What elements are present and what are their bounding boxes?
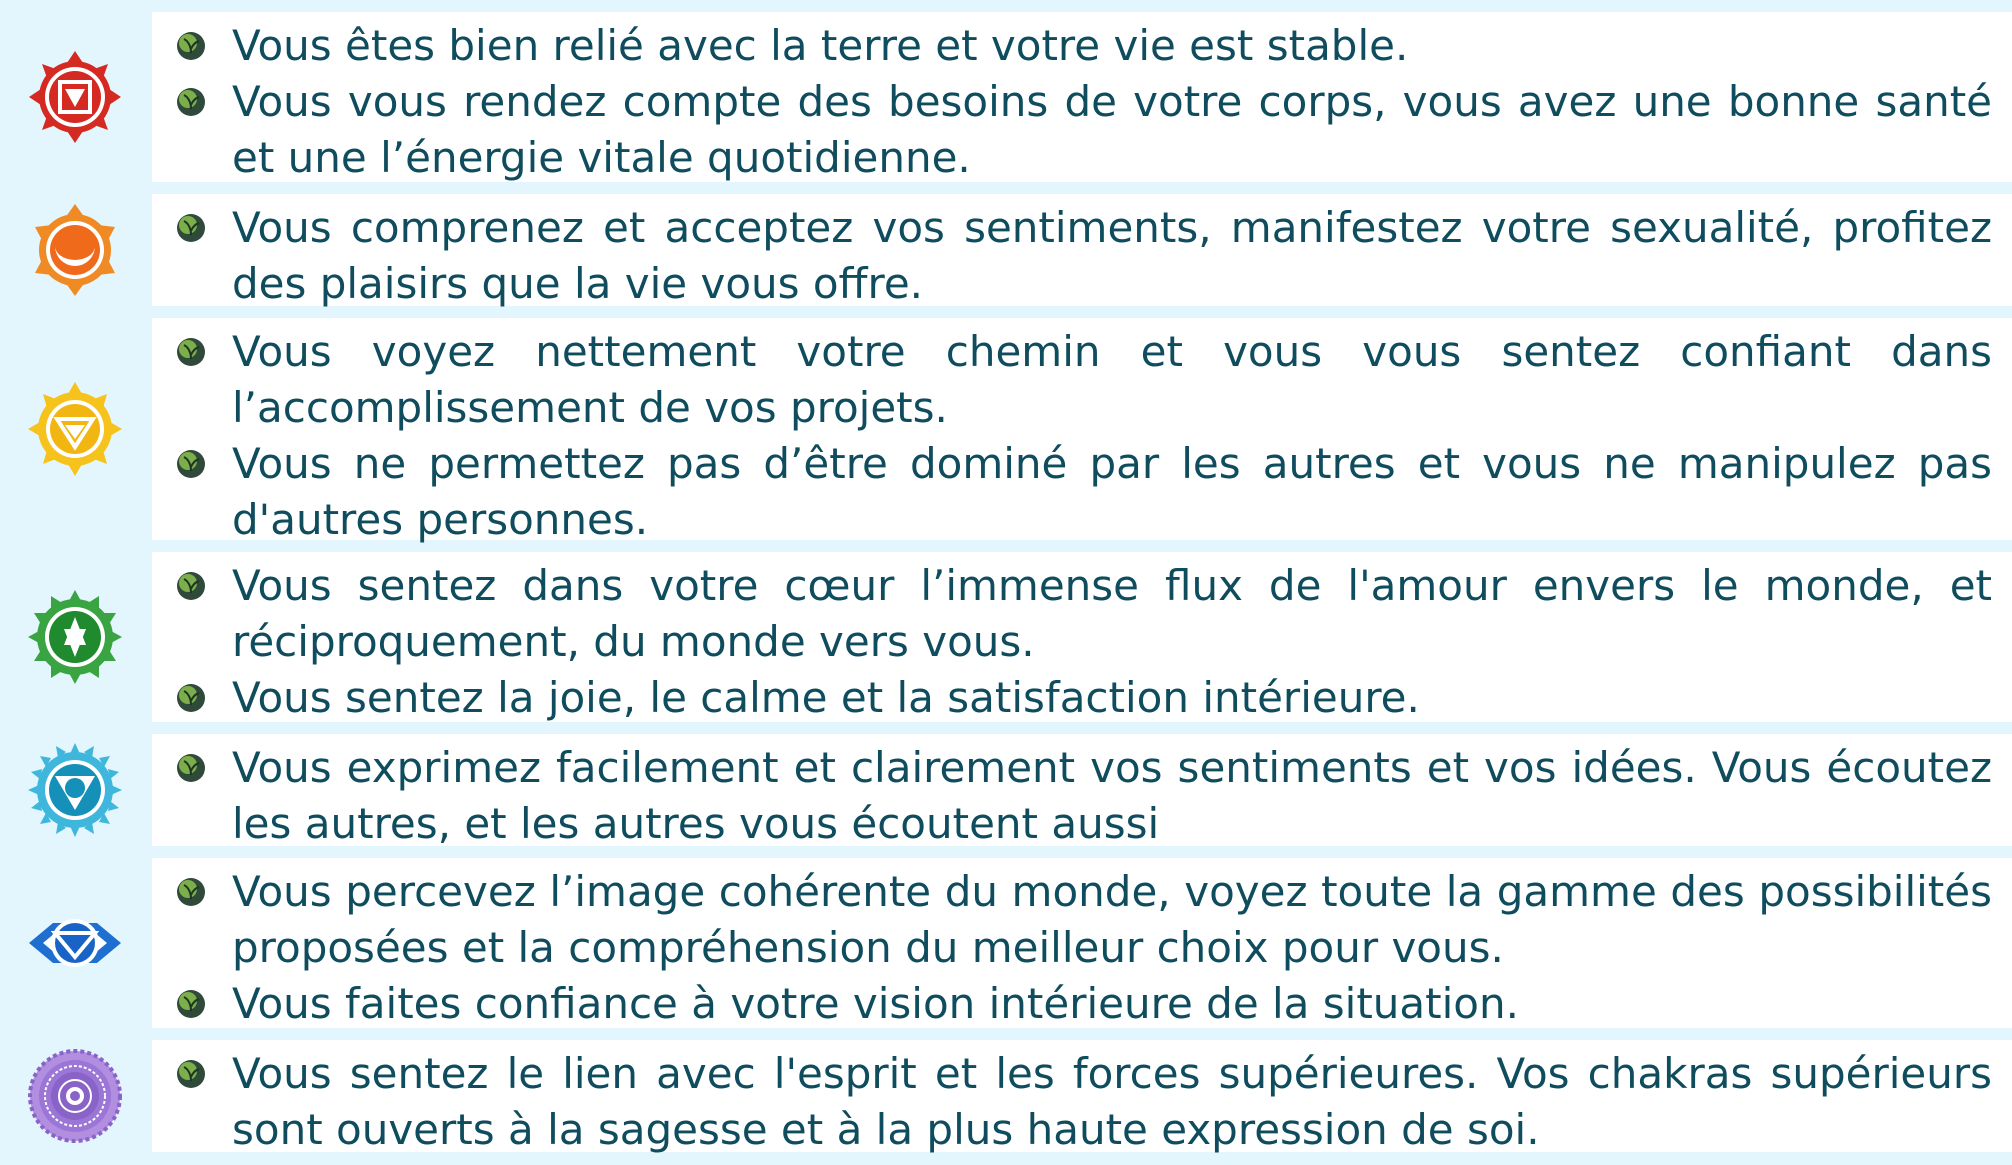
root-chakra-icon xyxy=(25,47,125,147)
heart-chakra-icon xyxy=(25,587,125,687)
bullet-text: Vous sentez le lien avec l'esprit et les forces supérieures. Vos chakras supérieurs sont ouverts à la sagesse et à la plus haute expression de soi. xyxy=(232,1049,1992,1154)
chakra-row-sacral xyxy=(0,194,2012,306)
sprout-bullet-icon xyxy=(176,683,206,713)
chakra-row-crown xyxy=(0,1040,2012,1152)
list-item xyxy=(152,436,1992,548)
chakra-row-third-eye xyxy=(0,858,2012,1028)
chakra-row-heart xyxy=(0,552,2012,722)
text-cell xyxy=(152,734,2012,846)
list-item xyxy=(152,324,1992,436)
list-item xyxy=(152,976,1992,1032)
sprout-bullet-icon xyxy=(176,571,206,601)
list-item xyxy=(152,1046,1992,1158)
icon-cell xyxy=(0,858,150,1028)
solar-plexus-chakra-icon xyxy=(25,379,125,479)
text-cell xyxy=(152,858,2012,1028)
chakra-row-throat xyxy=(0,734,2012,846)
bullet-list xyxy=(152,552,2012,726)
crown-chakra-icon xyxy=(25,1046,125,1146)
bullet-list xyxy=(152,1040,2012,1158)
sprout-bullet-icon xyxy=(176,753,206,783)
bullet-text: Vous faites confiance à votre vision intérieure de la situation. xyxy=(232,979,1519,1028)
icon-cell xyxy=(0,12,150,182)
throat-chakra-icon xyxy=(25,740,125,840)
icon-cell xyxy=(0,194,150,306)
chakra-row-solar-plexus xyxy=(0,318,2012,544)
bullet-text: Vous sentez dans votre cœur l’immense flux de l'amour envers le monde, et réciproquement, du monde vers vous. xyxy=(232,561,1992,666)
third-eye-chakra-icon xyxy=(25,893,125,993)
sprout-bullet-icon xyxy=(176,1059,206,1089)
list-item xyxy=(152,558,1992,670)
text-cell xyxy=(152,1040,2012,1152)
bullet-list xyxy=(152,12,2012,186)
bullet-list xyxy=(152,318,2012,548)
bullet-text: Vous exprimez facilement et clairement vos sentiments et vos idées. Vous écoutez les autres, et les autres vous écoutent aussi xyxy=(232,743,1992,848)
bullet-text: Vous comprenez et acceptez vos sentiments, manifestez votre sexualité, profitez des plaisirs que la vie vous offre. xyxy=(232,203,1992,308)
text-cell xyxy=(152,194,2012,306)
sprout-bullet-icon xyxy=(176,989,206,1019)
sprout-bullet-icon xyxy=(176,449,206,479)
bullet-text: Vous percevez l’image cohérente du monde, voyez toute la gamme des possibilités proposées et la compréhension du meilleur choix pour vous. xyxy=(232,867,1992,972)
bullet-text: Vous êtes bien relié avec la terre et votre vie est stable. xyxy=(232,21,1409,70)
list-item xyxy=(152,18,1992,74)
text-cell xyxy=(152,318,2012,544)
text-cell xyxy=(152,12,2012,182)
sprout-bullet-icon xyxy=(176,337,206,367)
sacral-chakra-icon xyxy=(25,200,125,300)
list-item xyxy=(152,864,1992,976)
bullet-list xyxy=(152,734,2012,852)
icon-cell xyxy=(0,1040,150,1152)
bullet-text: Vous ne permettez pas d’être dominé par les autres et vous ne manipulez pas d'autres personnes. xyxy=(232,439,1992,544)
list-item xyxy=(152,200,1992,312)
icon-cell xyxy=(0,552,150,722)
icon-cell xyxy=(0,318,150,540)
text-cell xyxy=(152,552,2012,722)
list-item xyxy=(152,740,1992,852)
sprout-bullet-icon xyxy=(176,213,206,243)
bullet-text: Vous sentez la joie, le calme et la satisfaction intérieure. xyxy=(232,673,1420,722)
sprout-bullet-icon xyxy=(176,877,206,907)
list-item xyxy=(152,74,1992,186)
list-item xyxy=(152,670,1992,726)
chakra-row-root xyxy=(0,12,2012,182)
bullet-text: Vous voyez nettement votre chemin et vous vous sentez confiant dans l’accomplissement de vos projets. xyxy=(232,327,1992,432)
sprout-bullet-icon xyxy=(176,87,206,117)
bullet-text: Vous vous rendez compte des besoins de votre corps, vous avez une bonne santé et une l’énergie vitale quotidienne. xyxy=(232,77,1992,182)
bullet-list xyxy=(152,194,2012,312)
sprout-bullet-icon xyxy=(176,31,206,61)
icon-cell xyxy=(0,734,150,846)
bullet-list xyxy=(152,858,2012,1032)
